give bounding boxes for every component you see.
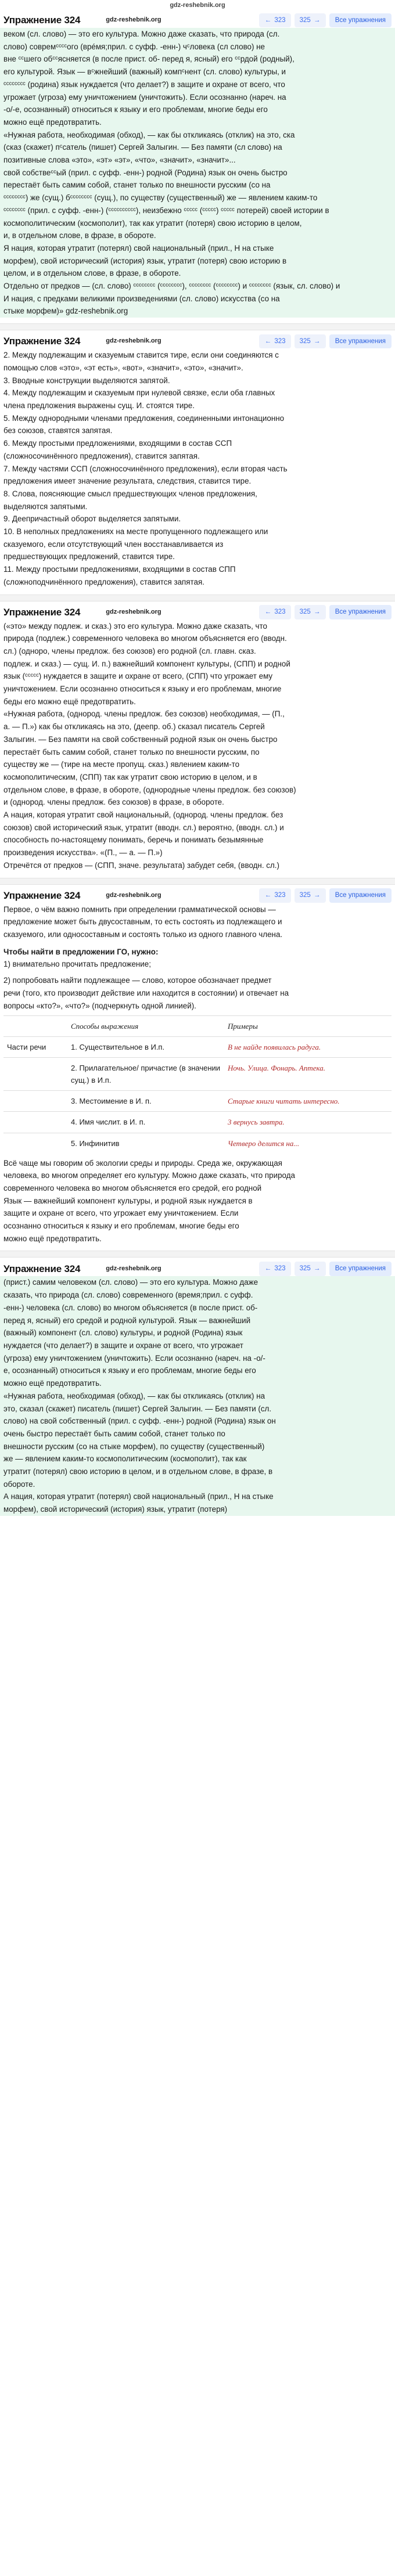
text-line: 5. Между однородными членами предложения, соединенными интонационно [3, 413, 285, 423]
divider [0, 1251, 395, 1258]
prev-exercise-button[interactable] [259, 888, 290, 903]
text-line: («это» между подлеж. и сказ.) это его культура. Можно даже сказать, что [3, 621, 267, 631]
next-exercise-button[interactable] [295, 334, 326, 349]
table-cell: 4. Имя числит. в И. п. [67, 1112, 224, 1133]
table-cell: 2. Прилагательное/ причастие (в значении сущ.) в И.п. [67, 1058, 224, 1091]
table-cell [3, 1112, 67, 1133]
text-line: угрожает (угроза) ему уничтожением (уничтожить). Если осознанно (нареч. на [3, 92, 286, 102]
text-line: можно ещё предотвратить. [3, 117, 102, 127]
prev-exercise-button[interactable] [259, 605, 290, 619]
text-line: вопросы «кто?», «что?» (подчеркнуть одной линией). [3, 1001, 196, 1010]
arrow-right-icon: → [314, 608, 321, 616]
text-line: перестаёт быть самим собой, станет только по внешности русским (со на [3, 181, 271, 190]
watermark: gdz-reshebnik.org [106, 16, 161, 24]
subject-table [3, 1015, 392, 1153]
text-line: члена предложения выражены сущ. И. стоятся тире. [3, 401, 195, 410]
text-line: 9. Деепричастный оборот выделяется запятыми. [3, 514, 181, 524]
all-exercises-button[interactable]: Все упражнения [329, 13, 392, 28]
text-line: обороте. [3, 1479, 35, 1489]
text-line: А нация, которая утратит (потерял) свой национальный (прил., Н на стыке [3, 1492, 274, 1501]
text-line: 2. Между подлежащим и сказуемым ставится тире, если они соединяются с [3, 351, 279, 360]
text-line: союзов) свой исторический язык, утратит (вводн. сл.) вероятно, (вводн. сл.) и [3, 823, 284, 832]
text-line: выделяются запятыми. [3, 502, 88, 511]
text-line: человека, во многом определяет его культуру. Можно даже сказать, что природа [3, 1171, 295, 1180]
text-line: предложение может быть двусоставным, то есть состоять из подлежащего и [3, 917, 282, 927]
text-line: 7. Между частями ССП (сложносочинённого предложения), если вторая часть [3, 464, 288, 473]
exercise-title: Упражнение 324 [3, 336, 81, 347]
text-line: -о/-е, осознанный) относиться к языку и его проблемам, многие беды его [3, 105, 268, 114]
table-cell: 1. Существительное в И.п. [67, 1037, 224, 1058]
divider [0, 595, 395, 601]
text-line: защите и охране от всего, что угрожает ему уничтожением. Если [3, 1209, 239, 1218]
text-line: вне ᶜᶜшего обᶜᶜясняется (в после прист. об- перед я, ясный) его ᶜᶜрдой (родный), [3, 55, 295, 64]
text-line: сл.) (одноро, члены предлож. без союзов) его родной (сл. главн. сказ. [3, 646, 256, 655]
prev-label: 323 [274, 608, 286, 616]
text-line: 11. Между простыми предложениями, входящими в состав СПП [3, 565, 236, 574]
text-line: существу же — (тире на месте пропущ. сказ.) явлением каким-то [3, 760, 240, 769]
text-line: предложения имеет значение результата, следствия, ставится тире. [3, 477, 252, 486]
text-line: «Нужная работа, (однород. члены предлож. без союзов) необходимая, — (П., [3, 709, 285, 719]
top-watermark: gdz-reshebnik.org [170, 2, 225, 9]
answer-text [0, 1276, 395, 1515]
text-line: слово) совремᶜᶜᶜᶜого (врéмя;прил. с суфф. -енн-) чᶜловека (сл слово) не [3, 42, 265, 51]
exercise-title: Упражнение 324 [3, 1263, 81, 1274]
text-line: и (однород. члены предлож. без союзов) в фразе, в обороте. [3, 798, 224, 807]
arrow-right-icon: → [314, 337, 321, 345]
text-line: 6. Между простыми предложениями, входящими в состав ССП [3, 439, 232, 448]
text-line: подлеж. и сказ.) — сущ. И. п.) важнейший компонент культуры, (СПП) и родной [3, 659, 290, 668]
text-line: (угроза) ему уничтожением (уничтожить). Если осознанно (нареч. на -о/- [3, 1353, 265, 1363]
text-line: Всё чаще мы говорим об экологии среды и природы. Среда же, окружающая [3, 1158, 282, 1168]
text-line: 1) внимательно прочитать предложение; [3, 960, 151, 969]
section-header [3, 332, 392, 349]
text-line: сказуемого, или односоставным и состоять только из одного главного члена. [3, 930, 283, 939]
text-line: Отдельно от предков — (сл. слово) ᶜᶜᶜᶜᶜᶜᶜᶜ (ᶜᶜᶜᶜᶜᶜᶜᶜ), ᶜᶜᶜᶜᶜᶜᶜᶜ (ᶜᶜᶜᶜᶜᶜᶜᶜ) и ᶜᶜᶜᶜᶜᶜᶜᶜ (язык, сл. слово) и [3, 282, 340, 291]
text-line: слово) на свой собственный (прил. с суфф. -енн-) родной (Родина) язык он [3, 1417, 276, 1426]
answer-text [0, 28, 395, 318]
all-exercises-button[interactable]: Все упражнения [329, 888, 392, 903]
section-header [3, 886, 392, 903]
answer-text [3, 620, 392, 872]
text-line: «Нужная работа, необходимая (обход), — как бы откликаясь (отклик) на это, ска [3, 130, 295, 139]
text-line: перед я, ясный) его средой и родной культурой. Язык — важнейший [3, 1316, 251, 1325]
text-line: нуждается (что делает?) в защите и охране от всего, что угрожает [3, 1341, 243, 1350]
exercise-nav [259, 605, 392, 619]
arrow-left-icon: ← [264, 1265, 272, 1273]
text-line: 10. В неполных предложениях на месте пропущенного подлежащего или [3, 527, 268, 536]
next-label: 325 [299, 337, 311, 345]
text-line: Первое, о чём важно помнить при определении грамматической основы — [3, 905, 276, 914]
table-cell: 3. Местоимение в И. п. [67, 1091, 224, 1112]
table-cell: Четверо делится на... [224, 1133, 392, 1154]
text-line: предшествующих предложений, ставится тире. [3, 552, 175, 561]
text-line: ᶜᶜᶜᶜᶜᶜᶜᶜ (прил. с суфф. -енн-) (ᶜᶜᶜᶜᶜᶜᶜᶜᶜᶜ), неизбежно ᶜᶜᶜᶜᶜ (ᶜᶜᶜᶜᶜ) ᶜᶜᶜᶜᶜ потерей) своей истории в [3, 206, 329, 215]
text-line: Отречётся от предков — (СПП, значе. результата) забудет себя, (вводн. сл.) [3, 860, 279, 870]
exercise-nav [259, 1262, 392, 1276]
text-line: речи (того, кто производит действие или находится в состоянии) и отвечает на [3, 988, 289, 997]
next-exercise-button[interactable] [295, 13, 326, 28]
exercise-nav [259, 888, 392, 903]
prev-label: 323 [274, 337, 286, 345]
table-row [3, 1091, 392, 1112]
table-header-cell [3, 1016, 67, 1037]
text-line: уничтожением. Если осознанно относиться к языку и его проблемам, многие [3, 684, 282, 694]
exercise-title: Упражнение 324 [3, 606, 81, 618]
text-line: и, в отдельном слове, в фразе, в обороте. [3, 231, 156, 240]
text-line: беды его можно ещё предотвратить. [3, 697, 136, 706]
exercise-nav [259, 13, 392, 28]
answer-section-5 [0, 1259, 395, 1520]
text-line: способность по-настоящему понимать, беречь и понимать безымянные [3, 835, 264, 845]
text-line: -енн-) человека (сл. слово) во многом объясняется (в после прист. об- [3, 1303, 258, 1312]
watermark: gdz-reshebnik.org [106, 891, 161, 899]
text-line: очень быстро перестаёт быть самим собой, станет только по [3, 1429, 225, 1438]
text-line: утратит (потерял) свою историю в целом, и в отдельном слове, в фразе, в [3, 1467, 273, 1476]
text-line: (сложноподчинённого предложения), ставится запятая. [3, 577, 204, 586]
text-line: Язык — важнейший компонент культуры, и родной язык нуждается в [3, 1196, 253, 1205]
answer-section-4 [0, 886, 395, 1250]
table-cell: 5. Инфинитив [67, 1133, 224, 1154]
arrow-left-icon: ← [264, 892, 272, 899]
table-header-cell: Примеры [224, 1016, 392, 1037]
text-line: е, осознанный) относиться к языку и его проблемам, многие беды его [3, 1366, 256, 1375]
arrow-left-icon: ← [264, 16, 272, 24]
table-cell [3, 1058, 67, 1091]
exercise-nav [259, 334, 392, 349]
text-line: ᶜᶜᶜᶜᶜᶜᶜᶜ) же (сущ.) бᶜᶜᶜᶜᶜᶜᶜᶜ (сущ.), по существу (существенный) же — явлением каким-то [3, 193, 318, 203]
theory-text [3, 903, 392, 1013]
table-cell: Ночь. Улица. Фонарь. Аптека. [224, 1058, 392, 1091]
section-header [3, 1259, 392, 1276]
table-cell: В не найде появилась радуга. [224, 1037, 392, 1058]
all-exercises-button[interactable]: Все упражнения [329, 605, 392, 619]
text-line: космополитическим (космополит), так как утратит (потеря) свою историю в целом, [3, 218, 302, 228]
text-line: Я нация, которая утратит (потерял) свой национальный (прил., Н на стыке [3, 243, 274, 253]
exercise-title: Упражнение 324 [3, 889, 81, 901]
text-line: осознанно относиться к языку и его проблемам, многие беды его [3, 1222, 239, 1231]
table-cell: Старые книги читать интересно. [224, 1091, 392, 1112]
text-line: стыке морфем)» gdz-reshebnik.org [3, 307, 128, 316]
text-line: (прист.) самим человеком (сл. слово) — это его культура. Можно даже [3, 1278, 258, 1287]
text-line: А нация, которая утратит свой национальный, (однород. члены предлож. без [3, 810, 283, 820]
arrow-right-icon: → [314, 1265, 321, 1273]
text-line: ᶜᶜᶜᶜᶜᶜᶜᶜ (родина) язык нуждается (что делает?) в защите и охране от всего, что [3, 80, 285, 89]
all-exercises-button[interactable]: Все упражнения [329, 334, 392, 349]
text-line: можно ещё предотвратить. [3, 1379, 102, 1388]
text-line: произведения искусства». «(П., — а. — П.») [3, 848, 163, 858]
watermark: gdz-reshebnik.org [106, 337, 161, 345]
text-line: можно ещё предотвратить. [3, 1234, 102, 1243]
text-line: (сложносочинённого предложения), ставится запятая. [3, 451, 200, 460]
next-label: 325 [299, 608, 311, 616]
divider [0, 878, 395, 885]
text-line: морфем), свой исторический (история) язык, утратит (потеря) [3, 1505, 228, 1514]
text-line: язык (ᶜᶜᶜᶜᶜ) нуждается в защите и охране от всего, (СПП) что угрожает ему [3, 672, 273, 681]
next-exercise-button[interactable] [295, 888, 326, 903]
table-row [3, 1058, 392, 1091]
next-exercise-button[interactable] [295, 1262, 326, 1276]
text-line: веком (сл. слово) — это его культура. Можно даже сказать, что природа (сл. [3, 30, 280, 38]
text-line: его культурой. Язык — вᶜжнейший (важный) компᶜнент (сл. слово) культуры, и [3, 67, 286, 77]
answer-text [3, 349, 392, 588]
arrow-right-icon: → [314, 892, 321, 899]
text-line: внешности русским (со на стыке морфем), по существу (существенный) [3, 1442, 265, 1451]
divider [0, 323, 395, 330]
text-line: перестаёт быть самим собой, станет только по внешности русским, по [3, 747, 260, 756]
prev-label: 323 [274, 16, 286, 24]
table-cell [3, 1133, 67, 1154]
arrow-left-icon: ← [264, 608, 272, 616]
table-row [3, 1133, 392, 1154]
text-line: (сказ (скажет) пᶜсатель (пишет) Сергей Залыгин. — Без памяти (сл слово) на [3, 143, 282, 152]
table-cell [3, 1091, 67, 1112]
text-line: сказуемого, если отсутствующий член восстанавливается из [3, 539, 224, 549]
watermark: gdz-reshebnik.org [106, 608, 161, 615]
text-line: современного человека во многом объясняется его средой, его родной [3, 1183, 262, 1192]
text-line: Залыгин. — Без памяти на свой собственный родной язык он очень быстро [3, 734, 278, 744]
text-line: «Нужная работа, необходимая (обход), — как бы откликаясь (отклик) на [3, 1391, 265, 1400]
text-line: свой собствеᶜᶜый (прил. с суфф. -енн-) родной (Родина) язык он очень быстро [3, 168, 288, 177]
section-header [3, 10, 392, 28]
table-row [3, 1112, 392, 1133]
text-line: сказать, что природа (сл. слово) современного (время;прил. с суфф. [3, 1291, 253, 1300]
table-cell: 3 вернусь завтра. [224, 1112, 392, 1133]
text-line: позитивные слова «это», «эт» «эт», «что», «значит», «значит»... [3, 156, 236, 165]
text-line: (важный) компонент (сл. слово) культуры, и родной (Родина) язык [3, 1328, 243, 1338]
prev-exercise-button[interactable] [259, 1262, 290, 1276]
arrow-right-icon: → [314, 16, 321, 24]
arrow-left-icon: ← [264, 337, 272, 345]
text-line: морфем), свой исторический (история) язык, утратит (потеря) свою историю в [3, 256, 287, 265]
text-line: же — явлением каким-то космополитическим (космополит), так как [3, 1454, 247, 1464]
answer-section-2 [0, 332, 395, 593]
text-line: И нация, с предками великими произведениями (сл. слово) искусства (со на [3, 294, 280, 303]
text-line: 2) попробовать найти подлежащее — слово, которое обозначает предмет [3, 976, 272, 985]
text-line: а. — П.») как бы откликаясь на это, (деепр. об.) сказал писатель Сергей [3, 722, 265, 732]
next-exercise-button[interactable] [295, 605, 326, 619]
section-header [3, 603, 392, 620]
table-row [3, 1037, 392, 1058]
text-line: целом, и в отдельном слове, в фразе, в обороте. [3, 269, 181, 278]
text-line: это, сказал (скажет) писатель (пишет) Сергей Залыгин. — Без памяти (сл. [3, 1404, 272, 1413]
table-header-cell: Способы выражения [67, 1016, 224, 1037]
text-line: 3. Вводные конструкции выделяются запятой. [3, 376, 170, 385]
subheading: Чтобы найти в предложении ГО, нужно: [3, 947, 159, 956]
text-line: космополитическим, (СПП) так как утратит свою историю в целом, и в [3, 772, 257, 781]
text-line: отдельном слове, в фразе, в обороте, (однородные члены предлож. без союзов) [3, 785, 296, 794]
watermark: gdz-reshebnik.org [106, 1264, 161, 1272]
prev-label: 323 [274, 1265, 286, 1273]
text-line: помощью слов «это», «эт есть», «вот», «значит», «это», «значит». [3, 363, 243, 372]
text-line: без союзов, ставятся запятая. [3, 426, 113, 435]
next-label: 325 [299, 892, 311, 899]
next-label: 325 [299, 1265, 311, 1273]
prev-exercise-button[interactable] [259, 13, 290, 28]
all-exercises-button[interactable]: Все упражнения [329, 1262, 392, 1276]
example-text [3, 1157, 392, 1245]
table-header-row [3, 1016, 392, 1037]
answer-section-3 [0, 603, 395, 877]
exercise-title: Упражнение 324 [3, 15, 81, 26]
answer-section-1 [0, 10, 395, 322]
text-line: 4. Между подлежащим и сказуемым при нулевой связке, если оба главных [3, 388, 275, 398]
prev-exercise-button[interactable] [259, 334, 290, 349]
prev-label: 323 [274, 892, 286, 899]
text-line: 8. Слова, поясняющие смысл предшествующих членов предложения, [3, 489, 257, 498]
text-line: природа (подлеж.) современного человека во многом объясняется его (вводн. [3, 634, 287, 643]
table-cell: Части речи [3, 1037, 67, 1058]
next-label: 325 [299, 16, 311, 24]
